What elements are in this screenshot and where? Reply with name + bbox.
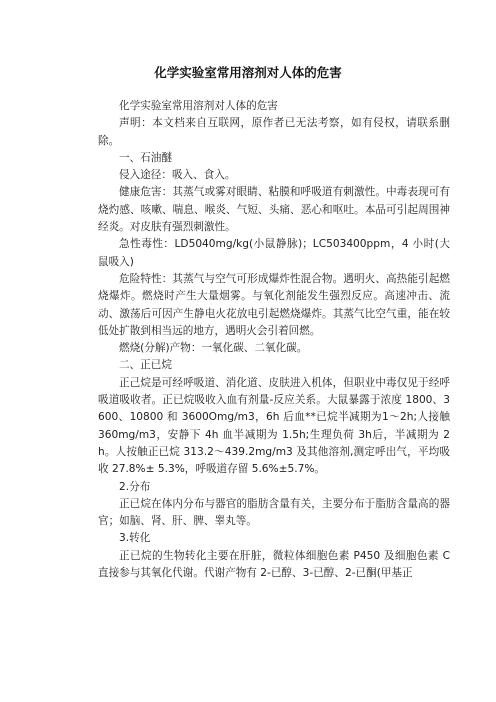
paragraph-transformation: 正已烷的生物转化主要在肝脏，微粒体细胞色素 P450 及细胞色素 C 直接参与其氧化代谢。代谢产物有 2-已醇、3-已醇、2-已酮(甲基正 <box>98 549 450 580</box>
paragraph-health-hazard: 健康危害：其蒸气或雾对眼睛、粘膜和呼吸道有刺激性。中毒表现可有烧灼感、咳嗽、喘息、喉炎、气短、头痛、恶心和呕吐。本品可引起周围神经炎。对皮肤有强烈刺激性。 <box>98 186 450 234</box>
subheading-transformation: 3.转化 <box>119 532 151 545</box>
paragraph-disclaimer: 声明：本文档来自互联网，原作者已无法考察，如有侵权，请联系删除。 <box>98 117 450 147</box>
paragraph-combustion-products: 燃烧(分解)产物：一氧化碳、二氧化碳。 <box>119 342 308 355</box>
paragraph-acute-toxicity: 急性毒性：LD5040mg/kg(小鼠静脉)；LC503400ppm，4 小时(大鼠吸入) <box>98 238 450 268</box>
document-title: 化学实验室常用溶剂对人体的危害 <box>154 65 342 80</box>
section-heading-petroleum-ether: 一、石油醚 <box>119 151 172 164</box>
paragraph-absorption: 正己烷是可经呼吸道、消化道、皮肤进入机体，但职业中毒仅见于经呼吸道吸收者。正已烷吸收入血有剂量-反应关系。大鼠暴露于浓度 1800、3600、10800 和 3600Omg/m3，6h 后血**已烷半减期为1～2h;人接触 360mg/m3，安静下 4h 血半减期为 1.5h;生理负荷 3h后，半减期为 2h。人按触正已烷 313.2～439.2mg/m3 及其他溶剂,测定呼出气，平均吸收 27.8%± 5.3%，呼吸道存留 5.6%±5.7%。 <box>98 376 450 476</box>
paragraph-distribution: 正已烷在体内分布与器官的脂肪含量有关，主要分布于脂肪含量高的器官；如脑、肾、肝、脾、睾丸等。 <box>98 497 450 528</box>
document-body <box>98 98 450 582</box>
paragraph-exposure-route: 侵入途径：吸入、食入。 <box>119 169 236 182</box>
section-heading-n-hexane: 二、正已烷 <box>119 359 172 372</box>
subheading-distribution: 2.分布 <box>119 480 151 493</box>
paragraph-subtitle: 化学实验室常用溶剂对人体的危害 <box>119 100 278 112</box>
paragraph-hazard-properties: 危险特性：其蒸气与空气可形成爆炸性混合物。遇明火、高热能引起燃烧爆炸。燃烧时产生大量烟雾。与氧化剂能发生强烈反应。高速冲击、流动、激荡后可因产生静电火花放电引起燃烧爆炸。其蒸气比空气重，能在较低处扩散到相当远的地方，遇明火会引着回燃。 <box>98 272 450 337</box>
